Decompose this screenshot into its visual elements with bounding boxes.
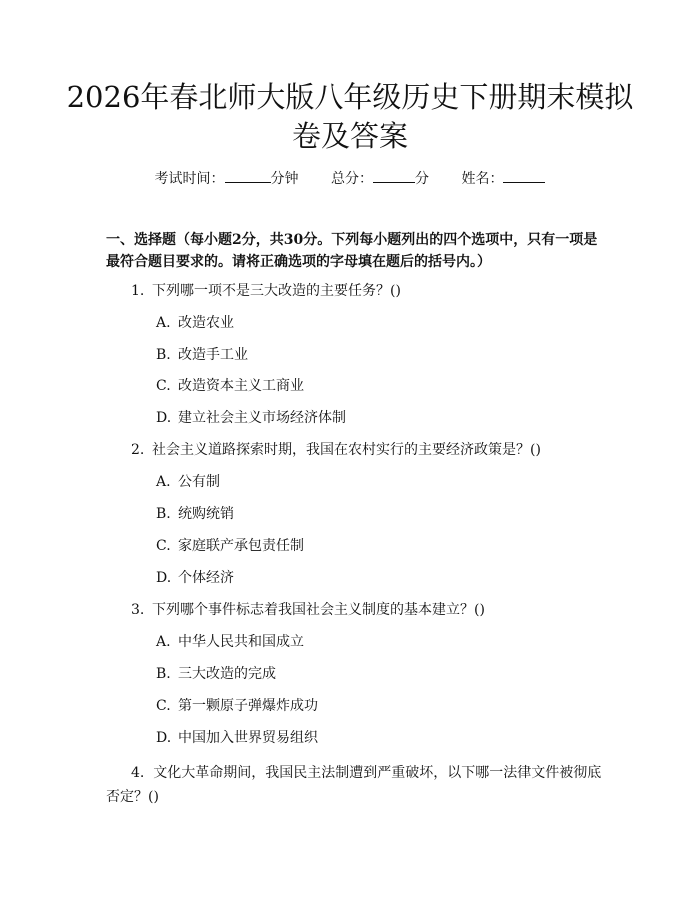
exam-time: [155, 169, 299, 188]
question-2-option-a: [156, 473, 220, 491]
page-title: 2026年春北师大版八年级历史下册期末模拟卷及答案: [66, 80, 634, 153]
question-1-option-a: [156, 314, 234, 332]
option-letter: A.: [156, 634, 171, 650]
time-label: 考试时间：: [154, 171, 225, 187]
question-number: 1.: [131, 283, 145, 299]
option-text: 中华人民共和国成立: [178, 634, 304, 650]
option-letter: A.: [156, 315, 171, 331]
question-1-option-c: [156, 377, 304, 395]
question-3: [131, 601, 485, 619]
question-2: [131, 441, 541, 459]
option-letter: D.: [156, 730, 172, 746]
option-text: 公有制: [178, 474, 220, 490]
option-text: 改造手工业: [178, 347, 248, 363]
name-blank[interactable]: [503, 169, 545, 183]
question-4: [106, 761, 602, 809]
section-heading: 一、选择题（每小题2分，共30分。下列每小题列出的四个选项中，只有一项是最符合题目要求的。请将正确选项的字母填在题后的括号内。）: [106, 232, 598, 270]
option-letter: C.: [156, 538, 171, 554]
time-blank[interactable]: [225, 169, 271, 183]
question-1-option-b: [156, 346, 248, 364]
question-number: 4.: [131, 765, 145, 781]
option-text: 家庭联产承包责任制: [178, 538, 304, 554]
question-text: 社会主义道路探索时期，我国在农村实行的主要经济政策是？(): [152, 442, 541, 458]
total-score: [331, 169, 429, 188]
score-blank[interactable]: [373, 169, 415, 183]
option-text: 个体经济: [178, 570, 234, 586]
question-3-option-a: [156, 633, 304, 651]
option-letter: A.: [156, 474, 171, 490]
question-1: [131, 282, 401, 300]
question-2-option-c: [156, 537, 304, 555]
option-text: 第一颗原子弹爆炸成功: [178, 698, 318, 714]
question-number: 3.: [131, 602, 145, 618]
option-letter: B.: [156, 506, 171, 522]
question-text: 下列哪一项不是三大改造的主要任务？(): [152, 283, 401, 299]
option-letter: C.: [156, 698, 171, 714]
option-text: 中国加入世界贸易组织: [178, 730, 318, 746]
option-letter: D.: [156, 410, 172, 426]
exam-info-line: [0, 169, 700, 188]
name-label: 姓名：: [461, 171, 504, 187]
option-text: 改造资本主义工商业: [178, 378, 304, 394]
question-1-option-d: [156, 409, 346, 427]
question-2-option-d: [156, 569, 234, 587]
option-letter: C.: [156, 378, 171, 394]
question-2-option-b: [156, 505, 234, 523]
time-unit: 分钟: [270, 171, 299, 187]
option-text: 改造农业: [178, 315, 234, 331]
score-label: 总分：: [331, 171, 373, 187]
question-3-option-c: [156, 697, 318, 715]
question-text: 下列哪个事件标志着我国社会主义制度的基本建立？(): [152, 602, 485, 618]
option-text: 建立社会主义市场经济体制: [178, 410, 346, 426]
question-text: 文化大革命期间，我国民主法制遭到严重破坏，以下哪一法律文件被彻底否定？(): [106, 765, 602, 805]
option-letter: B.: [156, 666, 171, 682]
student-name: [461, 169, 545, 188]
option-letter: B.: [156, 347, 171, 363]
option-text: 统购统销: [178, 506, 234, 522]
question-number: 2.: [131, 442, 145, 458]
score-unit: 分: [415, 171, 429, 187]
question-3-option-d: [156, 729, 318, 747]
question-3-option-b: [156, 665, 276, 683]
option-letter: D.: [156, 570, 172, 586]
option-text: 三大改造的完成: [178, 666, 276, 682]
